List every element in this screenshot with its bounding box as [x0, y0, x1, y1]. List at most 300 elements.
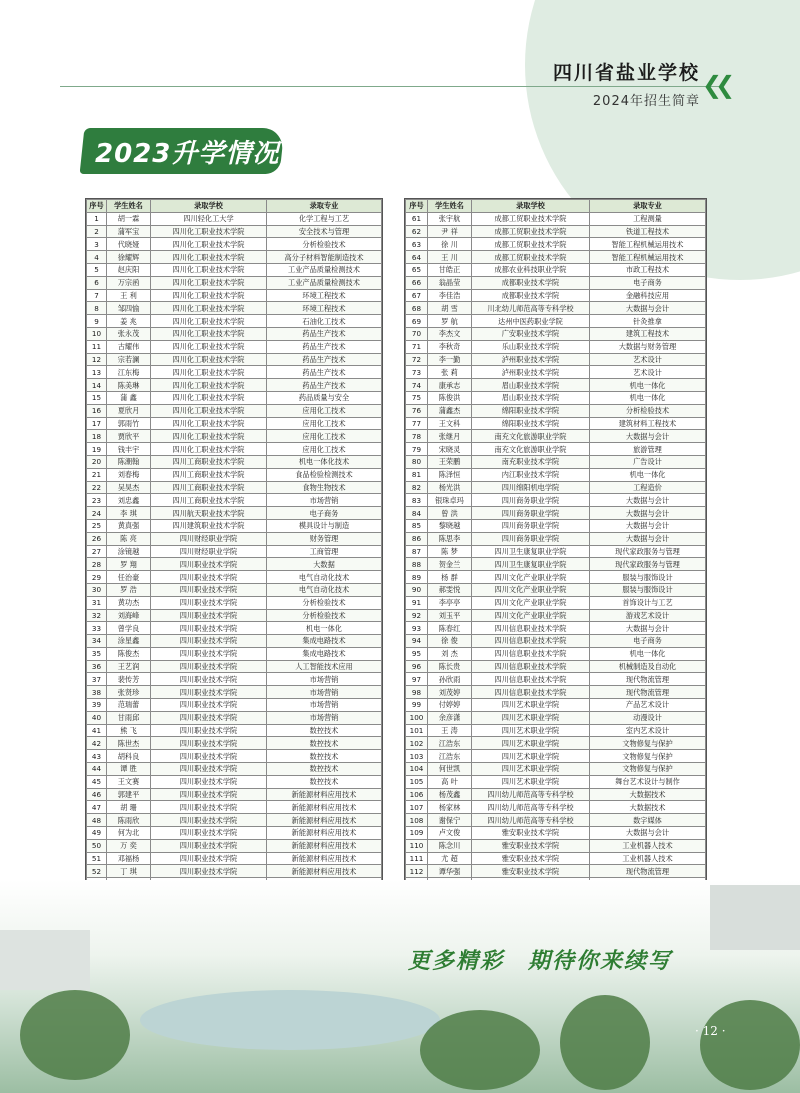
cell-school: 四川化工职业技术学院 — [151, 251, 267, 264]
cell-major: 电子商务 — [590, 276, 706, 289]
table-row — [406, 545, 706, 558]
table-row — [406, 251, 706, 264]
table-row — [87, 494, 382, 507]
cell-index: 22 — [87, 481, 107, 494]
cell-school: 成都工贸职业技术学院 — [472, 238, 590, 251]
cell-index: 79 — [406, 443, 428, 456]
cell-student-name: 高 叶 — [428, 775, 472, 788]
cell-school: 四川卫生康复职业学院 — [472, 545, 590, 558]
cell-major: 市政工程技术 — [590, 263, 706, 276]
cell-major: 文物修复与保护 — [590, 763, 706, 776]
cell-major: 铁道工程技术 — [590, 225, 706, 238]
campus-building-image — [710, 885, 800, 950]
table-row — [87, 251, 382, 264]
cell-index: 35 — [87, 647, 107, 660]
cell-index: 2 — [87, 225, 107, 238]
cell-index: 83 — [406, 494, 428, 507]
campus-pond-image — [140, 990, 440, 1050]
cell-student-name: 甘雨邱 — [107, 711, 151, 724]
table-row — [87, 673, 382, 686]
cell-student-name: 张永茂 — [107, 327, 151, 340]
table-row — [87, 609, 382, 622]
table-row — [87, 404, 382, 417]
cell-index: 24 — [87, 507, 107, 520]
cell-student-name: 陈俊洪 — [428, 391, 472, 404]
cell-student-name: 谭 胜 — [107, 763, 151, 776]
cell-school: 四川文化产业职业学院 — [472, 571, 590, 584]
cell-student-name: 熊 飞 — [107, 724, 151, 737]
cell-major: 环境工程技术 — [267, 302, 382, 315]
table-row — [87, 558, 382, 571]
cell-student-name: 蒲鑫杰 — [428, 404, 472, 417]
cell-major: 新能源材料应用技术 — [267, 852, 382, 865]
cell-school: 四川职业技术学院 — [151, 596, 267, 609]
cell-school: 四川职业技术学院 — [151, 865, 267, 878]
table-row — [87, 571, 382, 584]
cell-student-name: 王荣鹏 — [428, 455, 472, 468]
cell-index: 112 — [406, 865, 428, 878]
cell-student-name: 黄真强 — [107, 519, 151, 532]
cell-major: 艺术设计 — [590, 366, 706, 379]
table-row — [406, 340, 706, 353]
cell-index: 26 — [87, 532, 107, 545]
cell-student-name: 刘春梅 — [107, 468, 151, 481]
table-row — [406, 673, 706, 686]
cell-student-name: 江浩东 — [428, 737, 472, 750]
cell-school: 四川职业技术学院 — [151, 609, 267, 622]
table-row — [406, 404, 706, 417]
cell-major: 首饰设计与工艺 — [590, 596, 706, 609]
cell-major: 智能工程机械运用技术 — [590, 251, 706, 264]
cell-student-name: 余彦潇 — [428, 711, 472, 724]
cell-major: 分析检验技术 — [267, 609, 382, 622]
cell-school: 四川职业技术学院 — [151, 737, 267, 750]
cell-student-name: 陈潮翰 — [107, 455, 151, 468]
table-row — [406, 327, 706, 340]
cell-major: 高分子材料智能制造技术 — [267, 251, 382, 264]
cell-major: 机械制造及自动化 — [590, 660, 706, 673]
col-header-index: 序号 — [406, 200, 428, 213]
cell-major: 数控技术 — [267, 724, 382, 737]
cell-index: 92 — [406, 609, 428, 622]
cell-index: 16 — [87, 404, 107, 417]
table-row — [406, 852, 706, 865]
cell-major: 游戏艺术设计 — [590, 609, 706, 622]
cell-index: 71 — [406, 340, 428, 353]
cell-index: 70 — [406, 327, 428, 340]
cell-school: 四川职业技术学院 — [151, 763, 267, 776]
cell-major: 大数据 — [267, 558, 382, 571]
cell-student-name: 胡 珊 — [107, 801, 151, 814]
cell-student-name: 陈雨欣 — [107, 814, 151, 827]
cell-index: 38 — [87, 686, 107, 699]
cell-major: 工业机器人技术 — [590, 839, 706, 852]
cell-school: 内江职业技术学院 — [472, 468, 590, 481]
cell-major: 文物修复与保护 — [590, 737, 706, 750]
cell-school: 四川航天职业技术学院 — [151, 507, 267, 520]
table-row — [87, 775, 382, 788]
cell-major: 现代物流管理 — [590, 673, 706, 686]
cell-student-name: 王 利 — [107, 289, 151, 302]
table-row — [87, 507, 382, 520]
col-header-school: 录取学校 — [472, 200, 590, 213]
cell-index: 67 — [406, 289, 428, 302]
cell-student-name: 江浩东 — [428, 750, 472, 763]
cell-index: 42 — [87, 737, 107, 750]
cell-school: 四川工商职业技术学院 — [151, 455, 267, 468]
table-row — [406, 839, 706, 852]
cell-index: 23 — [87, 494, 107, 507]
cell-school: 四川化工职业技术学院 — [151, 327, 267, 340]
cell-index: 76 — [406, 404, 428, 417]
cell-school: 四川轻化工大学 — [151, 212, 267, 225]
cell-school: 四川职业技术学院 — [151, 827, 267, 840]
cell-school: 四川职业技术学院 — [151, 571, 267, 584]
cell-index: 66 — [406, 276, 428, 289]
cell-major: 分析检验技术 — [267, 596, 382, 609]
table-row — [406, 519, 706, 532]
cell-major: 应用化工技术 — [267, 443, 382, 456]
table-row — [406, 737, 706, 750]
table-row — [406, 212, 706, 225]
cell-school: 四川幼儿师范高等专科学校 — [472, 801, 590, 814]
cell-student-name: 宗若澜 — [107, 353, 151, 366]
cell-student-name: 蒲军宝 — [107, 225, 151, 238]
table-row — [406, 443, 706, 456]
cell-school: 四川艺术职业学院 — [472, 724, 590, 737]
cell-index: 34 — [87, 635, 107, 648]
cell-major: 分析检验技术 — [267, 238, 382, 251]
cell-index: 14 — [87, 379, 107, 392]
cell-school: 四川化工职业技术学院 — [151, 391, 267, 404]
cell-major: 数控技术 — [267, 750, 382, 763]
cell-school: 四川信息职业技术学院 — [472, 635, 590, 648]
cell-major: 应用化工技术 — [267, 417, 382, 430]
cell-student-name: 赵庆阳 — [107, 263, 151, 276]
cell-student-name: 刘海峰 — [107, 609, 151, 622]
cell-student-name: 王 川 — [428, 251, 472, 264]
cell-student-name: 甘皓正 — [428, 263, 472, 276]
cell-student-name: 郭雨竹 — [107, 417, 151, 430]
section-title: 2023升学情况 — [95, 139, 280, 169]
table-row — [87, 212, 382, 225]
cell-student-name: 黄功杰 — [107, 596, 151, 609]
table-row — [406, 225, 706, 238]
cell-school: 四川职业技术学院 — [151, 660, 267, 673]
cell-student-name: 张宇航 — [428, 212, 472, 225]
cell-school: 四川职业技术学院 — [151, 699, 267, 712]
double-chevron-left-icon: ❮❮ — [702, 71, 729, 99]
campus-building-image — [0, 930, 90, 990]
cell-student-name: 王 涛 — [428, 724, 472, 737]
cell-school: 四川商务职业学院 — [472, 532, 590, 545]
cell-student-name: 刘忠鑫 — [107, 494, 151, 507]
table-row — [87, 263, 382, 276]
cell-index: 19 — [87, 443, 107, 456]
cell-index: 40 — [87, 711, 107, 724]
cell-index: 84 — [406, 507, 428, 520]
cell-index: 100 — [406, 711, 428, 724]
cell-school: 四川职业技术学院 — [151, 673, 267, 686]
cell-student-name: 陈长贵 — [428, 660, 472, 673]
cell-index: 72 — [406, 353, 428, 366]
table-row — [87, 443, 382, 456]
cell-major: 电子商务 — [267, 507, 382, 520]
cell-index: 75 — [406, 391, 428, 404]
cell-school: 雅安职业技术学院 — [472, 852, 590, 865]
table-row — [87, 839, 382, 852]
cell-school: 四川化工职业技术学院 — [151, 276, 267, 289]
cell-school: 成都工贸职业技术学院 — [472, 225, 590, 238]
cell-school: 四川艺术职业学院 — [472, 750, 590, 763]
cell-major: 数控技术 — [267, 737, 382, 750]
cell-school: 四川化工职业技术学院 — [151, 417, 267, 430]
admissions-table-right — [404, 198, 707, 918]
cell-major: 数控技术 — [267, 763, 382, 776]
cell-school: 四川化工职业技术学院 — [151, 379, 267, 392]
cell-school: 四川化工职业技术学院 — [151, 225, 267, 238]
cell-major: 工程造价 — [590, 481, 706, 494]
table-row — [406, 532, 706, 545]
cell-student-name: 陈春红 — [428, 622, 472, 635]
table-row — [87, 583, 382, 596]
table-row — [406, 583, 706, 596]
cell-school: 四川职业技术学院 — [151, 775, 267, 788]
cell-major: 分析检验技术 — [590, 404, 706, 417]
cell-student-name: 刘茂婷 — [428, 686, 472, 699]
cell-major: 艺术设计 — [590, 353, 706, 366]
table-row — [406, 302, 706, 315]
table-row — [87, 545, 382, 558]
cell-student-name: 李 琪 — [107, 507, 151, 520]
cell-school: 四川化工职业技术学院 — [151, 315, 267, 328]
cell-school: 四川信息职业技术学院 — [472, 647, 590, 660]
cell-student-name: 徐耀辉 — [107, 251, 151, 264]
cell-student-name: 徐 川 — [428, 238, 472, 251]
cell-index: 10 — [87, 327, 107, 340]
cell-school: 四川化工职业技术学院 — [151, 289, 267, 302]
cell-student-name: 吴昊杰 — [107, 481, 151, 494]
cell-school: 广安职业技术学院 — [472, 327, 590, 340]
cell-student-name: 翁晶莹 — [428, 276, 472, 289]
cell-student-name: 张贤珍 — [107, 686, 151, 699]
table-row — [87, 622, 382, 635]
cell-index: 51 — [87, 852, 107, 865]
cell-school: 四川财经职业学院 — [151, 532, 267, 545]
cell-major: 机电一体化 — [590, 391, 706, 404]
cell-major: 现代物流管理 — [590, 686, 706, 699]
cell-student-name: 王文赛 — [107, 775, 151, 788]
table-row — [87, 366, 382, 379]
cell-student-name: 万 奕 — [107, 839, 151, 852]
cell-index: 3 — [87, 238, 107, 251]
cell-school: 四川职业技术学院 — [151, 750, 267, 763]
cell-school: 四川职业技术学院 — [151, 583, 267, 596]
table-row — [406, 379, 706, 392]
cell-student-name: 银珠卓玛 — [428, 494, 472, 507]
table-row — [87, 852, 382, 865]
cell-school: 眉山职业技术学院 — [472, 379, 590, 392]
table-row — [87, 276, 382, 289]
table-row — [406, 609, 706, 622]
cell-student-name: 罗 浩 — [107, 583, 151, 596]
table-row — [87, 750, 382, 763]
cell-student-name: 付婷婷 — [428, 699, 472, 712]
cell-major: 服装与服饰设计 — [590, 583, 706, 596]
table-row — [87, 468, 382, 481]
cell-index: 94 — [406, 635, 428, 648]
cell-major: 集成电路技术 — [267, 647, 382, 660]
cell-school: 四川职业技术学院 — [151, 558, 267, 571]
table-row — [87, 417, 382, 430]
table-row — [406, 647, 706, 660]
cell-major: 工商管理 — [267, 545, 382, 558]
cell-student-name: 陈思李 — [428, 532, 472, 545]
cell-index: 88 — [406, 558, 428, 571]
cell-school: 四川艺术职业学院 — [472, 775, 590, 788]
cell-index: 48 — [87, 814, 107, 827]
cell-index: 5 — [87, 263, 107, 276]
cell-student-name: 罗 航 — [428, 315, 472, 328]
cell-school: 南充文化旅游职业学院 — [472, 443, 590, 456]
table-row — [87, 596, 382, 609]
cell-major: 食物生物技术 — [267, 481, 382, 494]
cell-school: 四川化工职业技术学院 — [151, 340, 267, 353]
cell-major: 应用化工技术 — [267, 430, 382, 443]
cell-index: 47 — [87, 801, 107, 814]
page-number: · 12 · — [695, 1024, 726, 1038]
cell-major: 新能源材料应用技术 — [267, 865, 382, 878]
cell-major: 市场营销 — [267, 711, 382, 724]
cell-student-name: 李佳浩 — [428, 289, 472, 302]
cell-index: 65 — [406, 263, 428, 276]
cell-school: 成都农业科技职业学院 — [472, 263, 590, 276]
table-row — [87, 635, 382, 648]
cell-index: 98 — [406, 686, 428, 699]
cell-school: 四川艺术职业学院 — [472, 763, 590, 776]
cell-student-name: 杨家林 — [428, 801, 472, 814]
table-row — [406, 430, 706, 443]
cell-student-name: 陈世杰 — [107, 737, 151, 750]
table-row — [406, 571, 706, 584]
cell-school: 四川艺术职业学院 — [472, 737, 590, 750]
cell-school: 四川化工职业技术学院 — [151, 366, 267, 379]
cell-major: 应用化工技术 — [267, 404, 382, 417]
cell-student-name: 杨光洪 — [428, 481, 472, 494]
table-row — [87, 686, 382, 699]
cell-student-name: 黎晓越 — [428, 519, 472, 532]
table-row — [406, 699, 706, 712]
table-row — [87, 379, 382, 392]
cell-school: 南充职业技术学院 — [472, 455, 590, 468]
cell-student-name: 卢文俊 — [428, 827, 472, 840]
cell-major: 产品艺术设计 — [590, 699, 706, 712]
table-row — [406, 814, 706, 827]
cell-student-name: 曾学良 — [107, 622, 151, 635]
table-header-row — [406, 200, 706, 213]
cell-school: 四川商务职业学院 — [472, 494, 590, 507]
cell-major: 大数据与会计 — [590, 532, 706, 545]
cell-school: 眉山职业技术学院 — [472, 391, 590, 404]
table-row — [406, 788, 706, 801]
cell-school: 四川职业技术学院 — [151, 711, 267, 724]
table-row — [406, 315, 706, 328]
cell-school: 成都工贸职业技术学院 — [472, 251, 590, 264]
cell-student-name: 康承志 — [428, 379, 472, 392]
cell-major: 数控技术 — [267, 775, 382, 788]
cell-index: 12 — [87, 353, 107, 366]
cell-student-name: 李一勤 — [428, 353, 472, 366]
cell-student-name: 谢保宁 — [428, 814, 472, 827]
cell-student-name: 范瑞蕾 — [107, 699, 151, 712]
table-row — [87, 455, 382, 468]
cell-major: 环境工程技术 — [267, 289, 382, 302]
cell-major: 大数据与会计 — [590, 622, 706, 635]
cell-school: 雅安职业技术学院 — [472, 827, 590, 840]
table-row — [406, 711, 706, 724]
cell-school: 四川幼儿师范高等专科学校 — [472, 814, 590, 827]
cell-major: 药品生产技术 — [267, 353, 382, 366]
cell-index: 39 — [87, 699, 107, 712]
cell-index: 81 — [406, 468, 428, 481]
cell-school: 绵阳职业技术学院 — [472, 417, 590, 430]
cell-index: 1 — [87, 212, 107, 225]
cell-student-name: 古耀伟 — [107, 340, 151, 353]
cell-major: 电气自动化技术 — [267, 571, 382, 584]
cell-index: 6 — [87, 276, 107, 289]
cell-index: 44 — [87, 763, 107, 776]
table-row — [406, 635, 706, 648]
cell-major: 药品生产技术 — [267, 366, 382, 379]
cell-major: 市场营销 — [267, 494, 382, 507]
cell-major: 大数据技术 — [590, 801, 706, 814]
cell-index: 99 — [406, 699, 428, 712]
cell-major: 安全技术与管理 — [267, 225, 382, 238]
cell-student-name: 蒲 鑫 — [107, 391, 151, 404]
cell-major: 新能源材料应用技术 — [267, 814, 382, 827]
cell-school: 四川艺术职业学院 — [472, 699, 590, 712]
table-row — [87, 430, 382, 443]
cell-index: 62 — [406, 225, 428, 238]
cell-student-name: 尹 祥 — [428, 225, 472, 238]
table-row — [87, 238, 382, 251]
cell-index: 29 — [87, 571, 107, 584]
cell-school: 四川化工职业技术学院 — [151, 443, 267, 456]
table-row — [406, 507, 706, 520]
cell-major: 动漫设计 — [590, 711, 706, 724]
cell-index: 46 — [87, 788, 107, 801]
col-header-major: 录取专业 — [267, 200, 382, 213]
cell-index: 52 — [87, 865, 107, 878]
table-row — [87, 519, 382, 532]
cell-index: 73 — [406, 366, 428, 379]
cell-index: 25 — [87, 519, 107, 532]
cell-school: 四川工商职业技术学院 — [151, 468, 267, 481]
table-row — [87, 699, 382, 712]
cell-school: 泸州职业技术学院 — [472, 366, 590, 379]
cell-major: 室内艺术设计 — [590, 724, 706, 737]
table-row — [406, 724, 706, 737]
cell-school: 乐山职业技术学院 — [472, 340, 590, 353]
cell-major: 新能源材料应用技术 — [267, 839, 382, 852]
table-row — [406, 276, 706, 289]
cell-index: 111 — [406, 852, 428, 865]
cell-major: 机电一体化 — [590, 379, 706, 392]
cell-student-name: 宋晓灵 — [428, 443, 472, 456]
cell-school: 四川信息职业技术学院 — [472, 686, 590, 699]
cell-student-name: 郝雯悦 — [428, 583, 472, 596]
table-row — [87, 801, 382, 814]
